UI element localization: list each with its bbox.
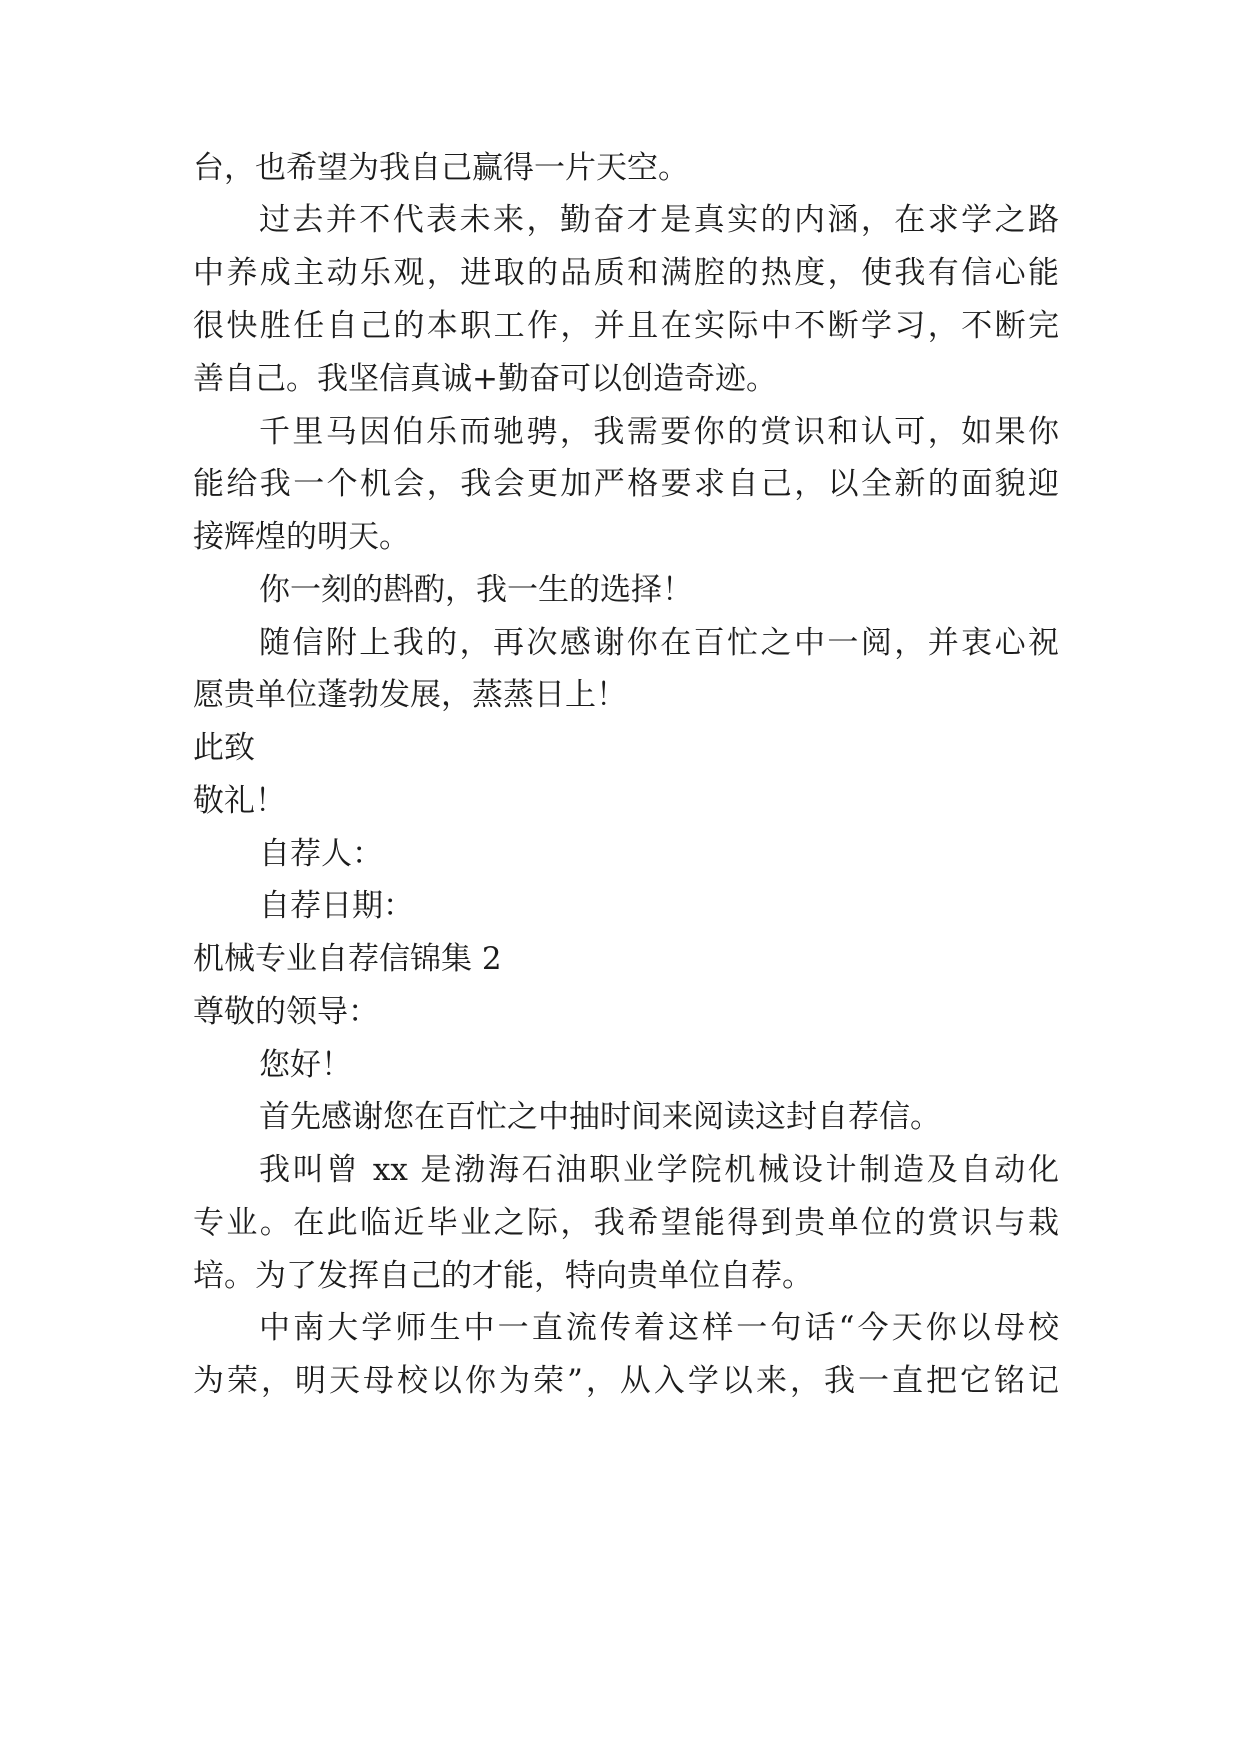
date-label: 自荐日期： [259,888,414,924]
paragraph-line: 随信附上我的，再次感谢你在百忙之中一阅，并衷心祝 [259,625,1059,661]
paragraph-line: 我叫曾 xx 是渤海石油职业学院机械设计制造及自动化 [259,1152,1059,1188]
paragraph-line: 为荣，明天母校以你为荣”，从入学以来，我一直把它铭记 [193,1363,1059,1399]
paragraph-line: 很快胜任自己的本职工作，并且在实际中不断学习，不断完 [193,308,1059,344]
salutation-line: 敬礼！ [193,783,286,819]
paragraph-line: 能给我一个机会，我会更加严格要求自己，以全新的面貌迎 [193,466,1059,502]
paragraph-line: 千里马因伯乐而驰骋，我需要你的赏识和认可，如果你 [259,414,1059,450]
paragraph-line: 专业。在此临近毕业之际，我希望能得到贵单位的赏识与栽 [193,1205,1059,1241]
greeting-line: 您好！ [259,1047,352,1083]
signer-label: 自荐人： [259,836,383,872]
paragraph-line: 你一刻的斟酌，我一生的选择！ [259,572,693,608]
section-title: 机械专业自荐信锦集 2 [193,941,502,977]
paragraph-line: 善自己。我坚信真诚+勤奋可以创造奇迹。 [193,361,777,397]
paragraph-line: 接辉煌的明天。 [193,519,410,555]
paragraph-line: 培。为了发挥自己的才能，特向贵单位自荐。 [193,1258,813,1294]
paragraph-line: 过去并不代表未来，勤奋才是真实的内涵，在求学之路 [259,202,1059,238]
closing-line: 此致 [193,730,255,766]
paragraph-line: 愿贵单位蓬勃发展，蒸蒸日上！ [193,677,627,713]
paragraph-line: 中南大学师生中一直流传着这样一句话“今天你以母校 [259,1310,1059,1346]
paragraph-line: 中养成主动乐观，进取的品质和满腔的热度，使我有信心能 [193,255,1059,291]
greeting-line: 尊敬的领导： [193,994,379,1030]
text-line: 台，也希望为我自己赢得一片天空。 [193,150,689,186]
paragraph-line: 首先感谢您在百忙之中抽时间来阅读这封自荐信。 [259,1099,941,1135]
